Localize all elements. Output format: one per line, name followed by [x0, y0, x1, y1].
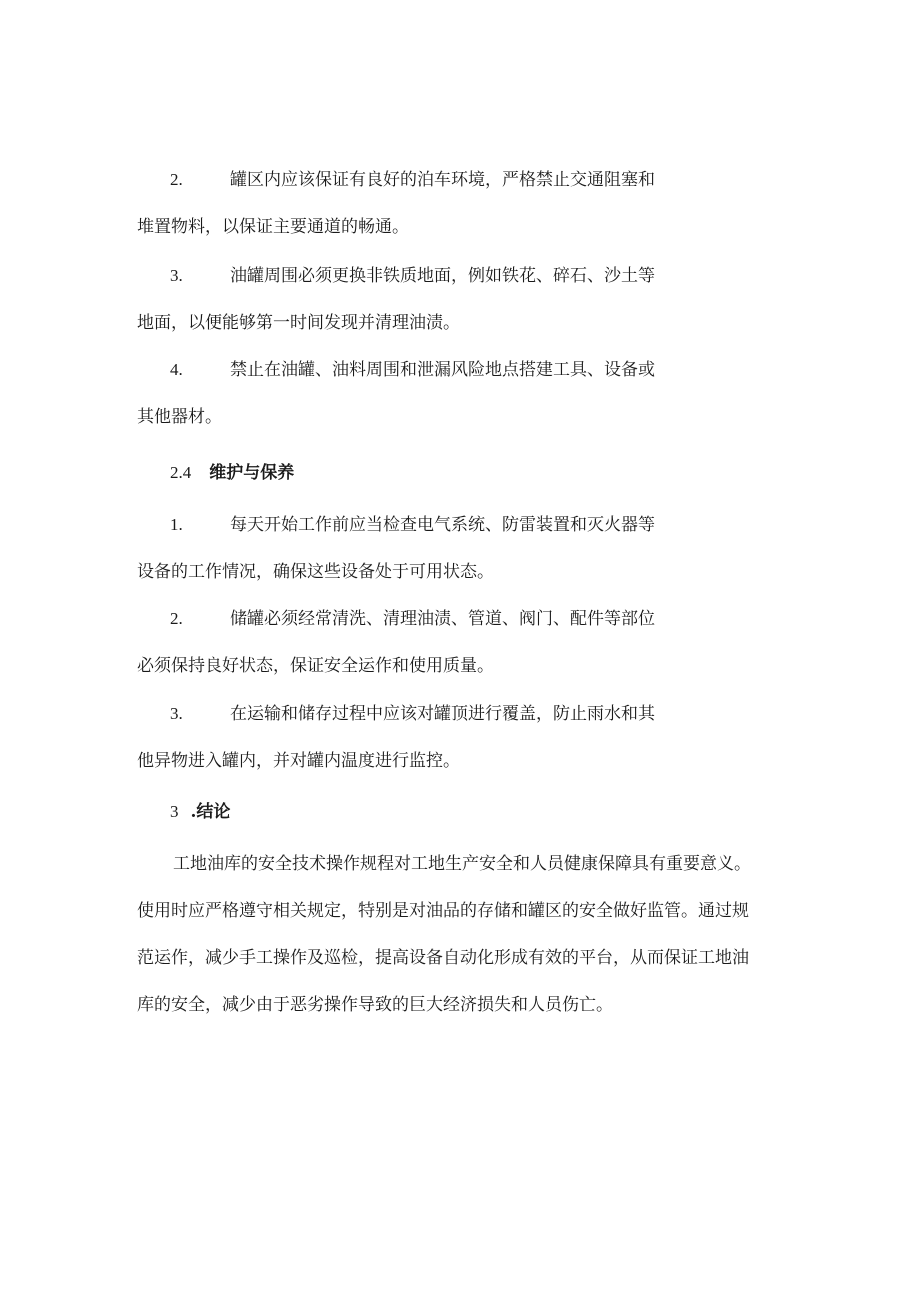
- list-item-text: 每天开始工作前应当检查电气系统、防雷装置和灭火器等: [230, 515, 655, 535]
- list-item-text: 储罐必须经常清洗、清理油渍、管道、阀门、配件等部位: [230, 609, 655, 629]
- list-item-continuation-line: [137, 560, 697, 584]
- section-heading: [170, 461, 294, 485]
- list-item-continuation-text: 设备的工作情况，确保这些设备处于可用状态。: [137, 562, 494, 582]
- section-heading: [170, 800, 230, 824]
- list-item-continuation-line: [137, 311, 697, 335]
- list-item-text: 罐区内应该保证有良好的泊车环境，严格禁止交通阻塞和: [230, 170, 655, 190]
- section-heading-number: 3: [170, 802, 179, 821]
- list-item: [137, 607, 697, 678]
- section-heading-number: 2.4: [170, 463, 192, 482]
- paragraph-line: 使用时应严格遵守相关规定，特别是对油品的存储和罐区的安全做好监管。通过规: [137, 901, 749, 921]
- list-item-first-line: [137, 168, 697, 192]
- list-item-continuation-text: 必须保持良好状态，保证安全运作和使用质量。: [137, 656, 494, 676]
- list-item-continuation-line: [137, 749, 697, 773]
- list-item-number: 2.: [170, 170, 183, 189]
- list-item-continuation-text: 其他器材。: [137, 407, 222, 427]
- conclusion-paragraph: [137, 852, 827, 1017]
- list-item-text: 在运输和储存过程中应该对罐顶进行覆盖，防止雨水和其: [230, 704, 655, 724]
- list-item-continuation-text: 堆置物料，以保证主要通道的畅通。: [137, 217, 409, 237]
- list-item-text: 禁止在油罐、油料周围和泄漏风险地点搭建工具、设备或: [230, 360, 655, 380]
- paragraph-line: 库的安全，减少由于恶劣操作导致的巨大经济损失和人员伤亡。: [137, 995, 613, 1015]
- list-item-first-line: [137, 358, 697, 382]
- section-heading-title: 维护与保养: [209, 463, 295, 483]
- section-heading-title: .结论: [190, 802, 231, 822]
- list-item-text: 油罐周围必须更换非铁质地面，例如铁花、碎石、沙土等: [230, 266, 655, 286]
- list-item-first-line: [137, 513, 697, 537]
- list-item: [137, 358, 697, 429]
- list-item-first-line: [137, 702, 697, 726]
- list-item-continuation-line: [137, 405, 697, 429]
- paragraph-line: 工地油库的安全技术操作规程对工地生产安全和人员健康保障具有重要意义。: [173, 854, 751, 874]
- list-item-number: 3.: [170, 704, 183, 723]
- list-item-number: 4.: [170, 360, 183, 379]
- list-item: [137, 702, 697, 773]
- list-item-continuation-text: 地面，以便能够第一时间发现并清理油渍。: [137, 313, 460, 333]
- list-item-continuation-line: [137, 654, 697, 678]
- list-item-first-line: [137, 264, 697, 288]
- list-item-number: 1.: [170, 515, 183, 534]
- list-item-first-line: [137, 607, 697, 631]
- list-item-continuation-text: 他异物进入罐内，并对罐内温度进行监控。: [137, 751, 460, 771]
- list-item: [137, 513, 697, 584]
- list-item: [137, 168, 697, 239]
- list-item-continuation-line: [137, 215, 697, 239]
- paragraph-line: 范运作，减少手工操作及巡检，提高设备自动化形成有效的平台，从而保证工地油: [137, 948, 749, 968]
- list-item: [137, 264, 697, 335]
- list-item-number: 2.: [170, 609, 183, 628]
- list-item-number: 3.: [170, 266, 183, 285]
